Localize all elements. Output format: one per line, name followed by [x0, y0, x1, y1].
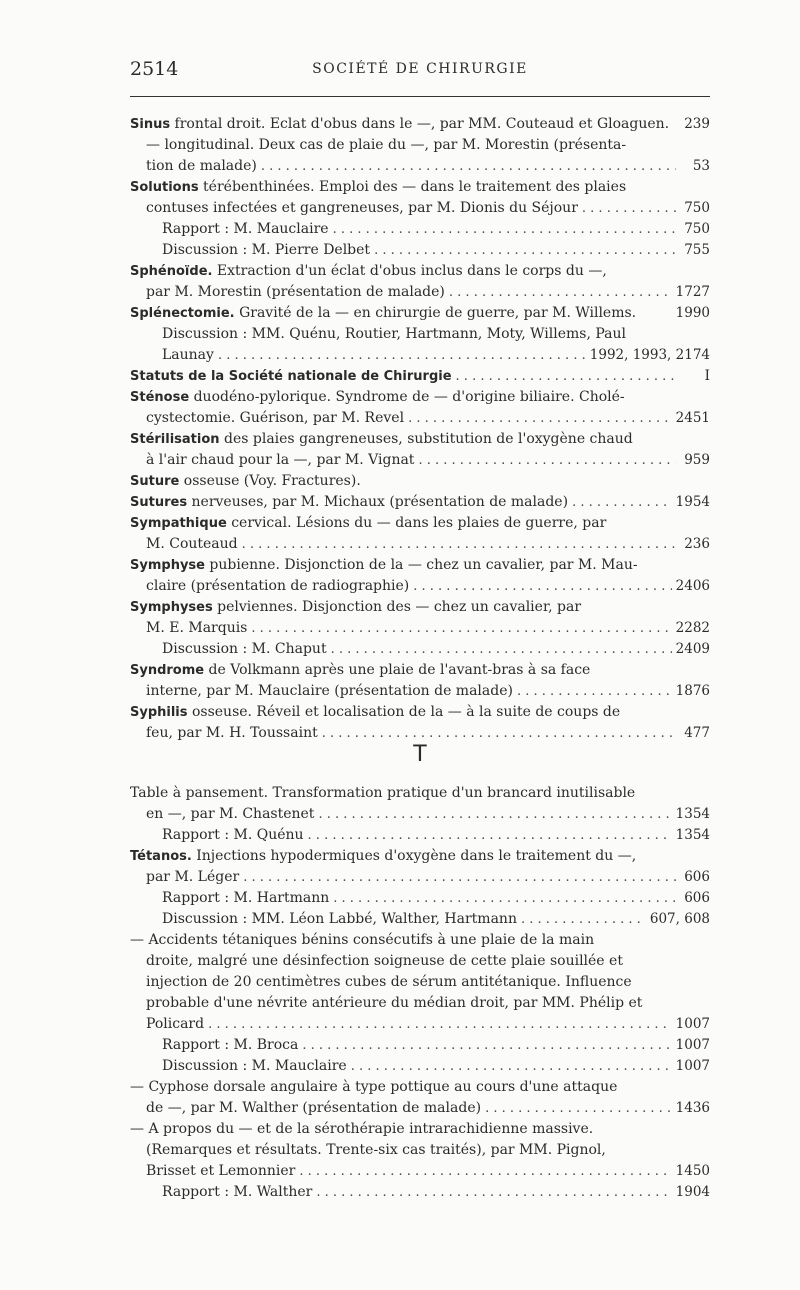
index-line	[130, 114, 710, 135]
index-line	[130, 846, 710, 867]
dot-leader	[331, 639, 672, 660]
entry-text	[146, 681, 513, 702]
index-line	[130, 345, 710, 366]
entry-text	[162, 324, 626, 345]
page-header	[130, 58, 710, 88]
entry-headword: Stérilisation	[130, 432, 220, 447]
index-line	[130, 240, 710, 261]
page-ref: 1007	[675, 1016, 710, 1032]
entry-body: injection de 20 centimètres cubes de sérum antitétanique. Influence	[146, 974, 632, 990]
index-line	[130, 198, 710, 219]
page-ref: 1954	[675, 494, 710, 510]
page-ref: 750	[684, 221, 710, 237]
page-ref: 53	[692, 158, 710, 174]
entry-headword: Sutures	[130, 495, 188, 510]
index-line	[130, 597, 710, 618]
entry-text	[162, 219, 329, 240]
entry-body: cervical. Lésions du — dans les plaies de guerre, par	[226, 515, 607, 531]
index-line	[130, 1140, 710, 1161]
entry-body: Rapport : M. Mauclaire	[162, 221, 329, 237]
entry-text	[130, 702, 620, 723]
entry-body: Discussion : MM. Quénu, Routier, Hartmann, Moty, Willems, Paul	[162, 326, 626, 342]
entry-body: — longitudinal. Deux cas de plaie du —, par M. Morestin (présenta-	[146, 137, 627, 153]
page-ref: 1436	[675, 1100, 710, 1116]
entry-text	[130, 114, 669, 135]
entry-headword: Tétanos.	[130, 849, 192, 864]
entry-text	[162, 240, 370, 261]
index-line	[130, 1056, 710, 1077]
entry-headword: Sinus	[130, 117, 171, 132]
entry-body: probable d'une névrite antérieure du médian droit, par MM. Phélip et	[146, 995, 643, 1011]
entry-headword: Statuts de la Société nationale de Chirurgie	[130, 369, 452, 384]
dot-leader	[299, 1161, 671, 1182]
entry-body: contuses infectées et gangreneuses, par M. Dionis du Séjour	[146, 200, 578, 216]
page-ref: 750	[684, 200, 710, 216]
entry-body: M. Couteaud	[146, 536, 238, 552]
entry-body: térébenthinées. Emploi des — dans le traitement des plaies	[198, 179, 627, 195]
entry-text	[146, 1098, 481, 1119]
dot-leader	[485, 1098, 672, 1119]
dot-leader	[333, 219, 676, 240]
entry-text	[130, 930, 594, 951]
page-ref: 2451	[675, 410, 710, 426]
entry-body: Rapport : M. Quénu	[162, 827, 304, 843]
entry-body: cystectomie. Guérison, par M. Revel	[146, 410, 405, 426]
entry-body: Rapport : M. Broca	[162, 1037, 299, 1053]
dot-leader	[251, 618, 671, 639]
entry-text	[130, 846, 636, 867]
index-line	[130, 366, 710, 387]
entry-text	[146, 135, 626, 156]
dot-leader	[242, 534, 676, 555]
dot-leader	[308, 825, 672, 846]
entry-body: duodéno-pylorique. Syndrome de — d'origine biliaire. Cholé-	[189, 389, 625, 405]
dot-leader	[374, 240, 676, 261]
dot-leader	[351, 1056, 672, 1077]
index-line	[130, 513, 710, 534]
page-ref: 1007	[675, 1058, 710, 1074]
index-line	[130, 387, 710, 408]
index-section-t	[130, 783, 710, 1203]
entry-text	[130, 1119, 593, 1140]
entry-headword: Symphyse	[130, 558, 205, 573]
index-line	[130, 450, 710, 471]
entry-text	[146, 198, 578, 219]
entry-headword: Sympathique	[130, 516, 227, 531]
page-ref: 755	[684, 242, 710, 258]
entry-text	[130, 555, 638, 576]
entry-body: Rapport : M. Walther	[162, 1184, 313, 1200]
entry-body: de —, par M. Walther (présentation de malade)	[146, 1100, 482, 1116]
entry-text	[130, 261, 607, 282]
page-ref: 477	[684, 725, 710, 741]
entry-headword: Suture	[130, 474, 180, 489]
entry-text	[146, 618, 247, 639]
entry-text	[130, 387, 625, 408]
entry-text	[146, 408, 404, 429]
page-ref: 606	[684, 890, 710, 906]
page-number: 2514	[130, 58, 179, 80]
entry-body: nerveuses, par M. Michaux (présentation de malade)	[187, 494, 569, 510]
entry-text	[146, 282, 445, 303]
dot-leader	[243, 867, 676, 888]
entry-text	[130, 783, 635, 804]
entry-text	[146, 867, 239, 888]
dot-leader	[218, 345, 586, 366]
entry-text	[146, 1140, 606, 1161]
entry-body: en —, par M. Chastenet	[146, 806, 315, 822]
dot-leader	[572, 492, 672, 513]
entry-body: des plaies gangreneuses, substitution de l'oxygène chaud	[219, 431, 633, 447]
entry-body: — A propos du — et de la sérothérapie intrarachidienne massive.	[130, 1121, 594, 1137]
entry-text	[130, 471, 361, 492]
entry-text	[162, 1056, 347, 1077]
entry-body: pubienne. Disjonction de la — chez un cavalier, par M. Mau-	[204, 557, 638, 573]
dot-leader	[408, 408, 672, 429]
dot-leader	[318, 804, 671, 825]
entry-body: M. E. Marquis	[146, 620, 248, 636]
entry-body: Rapport : M. Hartmann	[162, 890, 330, 906]
entry-text	[146, 972, 632, 993]
entry-headword: Sténose	[130, 390, 190, 405]
index-line	[130, 702, 710, 723]
entry-body: osseuse. Réveil et localisation de la — à la suite de coups de	[187, 704, 621, 720]
index-line	[130, 303, 710, 324]
dot-leader	[316, 1182, 671, 1203]
entry-body: (Remarques et résultats. Trente-six cas traités), par MM. Pignol,	[146, 1142, 606, 1158]
entry-headword: Splénectomie.	[130, 306, 235, 321]
entry-headword: Sphénoïde.	[130, 264, 213, 279]
entry-text	[162, 1035, 298, 1056]
page-ref: 236	[684, 536, 710, 552]
page-ref: 1904	[675, 1184, 710, 1200]
index-line	[130, 1161, 710, 1182]
dot-leader	[582, 198, 676, 219]
entry-body: tion de malade)	[146, 158, 257, 174]
entry-text	[130, 513, 606, 534]
entry-text	[146, 576, 409, 597]
entry-text	[146, 450, 414, 471]
index-line	[130, 783, 710, 804]
entry-body: par M. Léger	[146, 869, 240, 885]
index-line	[130, 888, 710, 909]
index-line	[130, 930, 710, 951]
index-line	[130, 177, 710, 198]
index-line	[130, 1098, 710, 1119]
entry-body: pelviennes. Disjonction des — chez un cavalier, par	[212, 599, 582, 615]
entry-body: Discussion : M. Mauclaire	[162, 1058, 347, 1074]
index-line	[130, 909, 710, 930]
dot-leader	[208, 1014, 672, 1035]
entry-text	[130, 366, 452, 387]
entry-text	[146, 156, 257, 177]
entry-body: Discussion : MM. Léon Labbé, Walther, Hartmann	[162, 911, 517, 927]
index-line	[130, 1119, 710, 1140]
dot-leader	[302, 1035, 671, 1056]
index-line	[130, 660, 710, 681]
entry-text	[162, 345, 214, 366]
page-ref: 1354	[675, 827, 710, 843]
dot-leader	[333, 888, 676, 909]
index-line	[130, 951, 710, 972]
page-ref: 2282	[675, 620, 710, 636]
index-line	[130, 576, 710, 597]
entry-body: feu, par M. H. Toussaint	[146, 725, 318, 741]
page-ref: 959	[684, 452, 710, 468]
index-line	[130, 804, 710, 825]
entry-body: interne, par M. Mauclaire (présentation de malade)	[146, 683, 513, 699]
entry-body: osseuse (Voy. Fractures).	[179, 473, 361, 489]
entry-body: — Cyphose dorsale angulaire à type pottique au cours d'une attaque	[130, 1079, 618, 1095]
entry-text	[130, 597, 581, 618]
entry-text	[162, 825, 304, 846]
entry-body: à l'air chaud pour la —, par M. Vignat	[146, 452, 415, 468]
page-ref: 1992, 1993, 2174	[589, 347, 710, 363]
header-rule	[130, 96, 710, 97]
letter-heading-t: T	[412, 740, 428, 767]
index-line	[130, 639, 710, 660]
entry-text	[130, 1077, 617, 1098]
entry-text	[146, 1014, 204, 1035]
entry-body: frontal droit. Eclat d'obus dans le —, par MM. Couteaud et Gloaguen.	[170, 116, 670, 132]
index-line	[130, 471, 710, 492]
entry-text	[146, 1161, 295, 1182]
entry-text	[146, 804, 314, 825]
index-line	[130, 429, 710, 450]
dot-leader	[521, 909, 646, 930]
index-line	[130, 261, 710, 282]
index-line	[130, 681, 710, 702]
dot-leader	[456, 366, 676, 387]
entry-text	[146, 993, 642, 1014]
entry-text	[162, 1182, 312, 1203]
entry-body: de Volkmann après une plaie de l'avant-bras à sa face	[204, 662, 591, 678]
index-line	[130, 555, 710, 576]
entry-body: par M. Morestin (présentation de malade)	[146, 284, 445, 300]
page-ref: 1990	[675, 305, 710, 321]
index-line	[130, 993, 710, 1014]
index-line	[130, 492, 710, 513]
dot-leader	[261, 156, 676, 177]
entry-text	[130, 492, 568, 513]
entry-text	[130, 429, 633, 450]
index-line	[130, 135, 710, 156]
index-line	[130, 534, 710, 555]
dot-leader	[418, 450, 676, 471]
entry-text	[130, 660, 590, 681]
entry-body: Policard	[146, 1016, 205, 1032]
index-line	[130, 282, 710, 303]
index-line	[130, 972, 710, 993]
page-ref: 607, 608	[649, 911, 710, 927]
entry-body: droite, malgré une désinfection soigneuse de cette plaie souillée et	[146, 953, 623, 969]
running-title: SOCIÉTÉ DE CHIRURGIE	[312, 61, 528, 77]
entry-text	[162, 888, 329, 909]
page-ref: 1354	[675, 806, 710, 822]
page-ref: 606	[684, 869, 710, 885]
entry-body: Launay	[162, 347, 214, 363]
entry-body: claire (présentation de radiographie)	[146, 578, 410, 594]
index-line	[130, 408, 710, 429]
index-line	[130, 618, 710, 639]
page-ref: 2406	[675, 578, 710, 594]
index-line	[130, 219, 710, 240]
index-line	[130, 1035, 710, 1056]
page-ref: 1876	[675, 683, 710, 699]
entry-text	[162, 909, 517, 930]
entry-text	[146, 951, 623, 972]
entry-headword: Symphyses	[130, 600, 213, 615]
entry-body: Discussion : M. Chaput	[162, 641, 327, 657]
entry-body: Table à pansement. Transformation pratique d'un brancard inutilisable	[130, 785, 636, 801]
entry-headword: Syndrome	[130, 663, 205, 678]
index-line	[130, 1077, 710, 1098]
page-ref: 2409	[675, 641, 710, 657]
entry-body: Discussion : M. Pierre Delbet	[162, 242, 371, 258]
page-ref: 1450	[675, 1163, 710, 1179]
page-ref: 239	[684, 116, 710, 132]
index-line	[130, 1014, 710, 1035]
index-line	[130, 324, 710, 345]
entry-body: Extraction d'un éclat d'obus inclus dans le corps du —,	[212, 263, 607, 279]
dot-leader	[517, 681, 672, 702]
entry-headword: Solutions	[130, 180, 199, 195]
index-line	[130, 156, 710, 177]
page-ref: I	[704, 368, 710, 384]
entry-body: — Accidents tétaniques bénins consécutifs à une plaie de la main	[130, 932, 595, 948]
index-section-s	[130, 114, 710, 744]
page-ref: 1727	[675, 284, 710, 300]
entry-text	[162, 639, 327, 660]
entry-body: Injections hypodermiques d'oxygène dans le traitement du —,	[191, 848, 637, 864]
index-line	[130, 1182, 710, 1203]
entry-headword: Syphilis	[130, 705, 188, 720]
entry-body: Gravité de la — en chirurgie de guerre, par M. Willems.	[234, 305, 637, 321]
dot-leader	[449, 282, 672, 303]
entry-text	[130, 303, 636, 324]
page-ref: 1007	[675, 1037, 710, 1053]
entry-text	[130, 177, 626, 198]
entry-body: Brisset et Lemonnier	[146, 1163, 296, 1179]
index-line	[130, 825, 710, 846]
entry-text	[146, 534, 238, 555]
index-line	[130, 867, 710, 888]
dot-leader	[413, 576, 671, 597]
